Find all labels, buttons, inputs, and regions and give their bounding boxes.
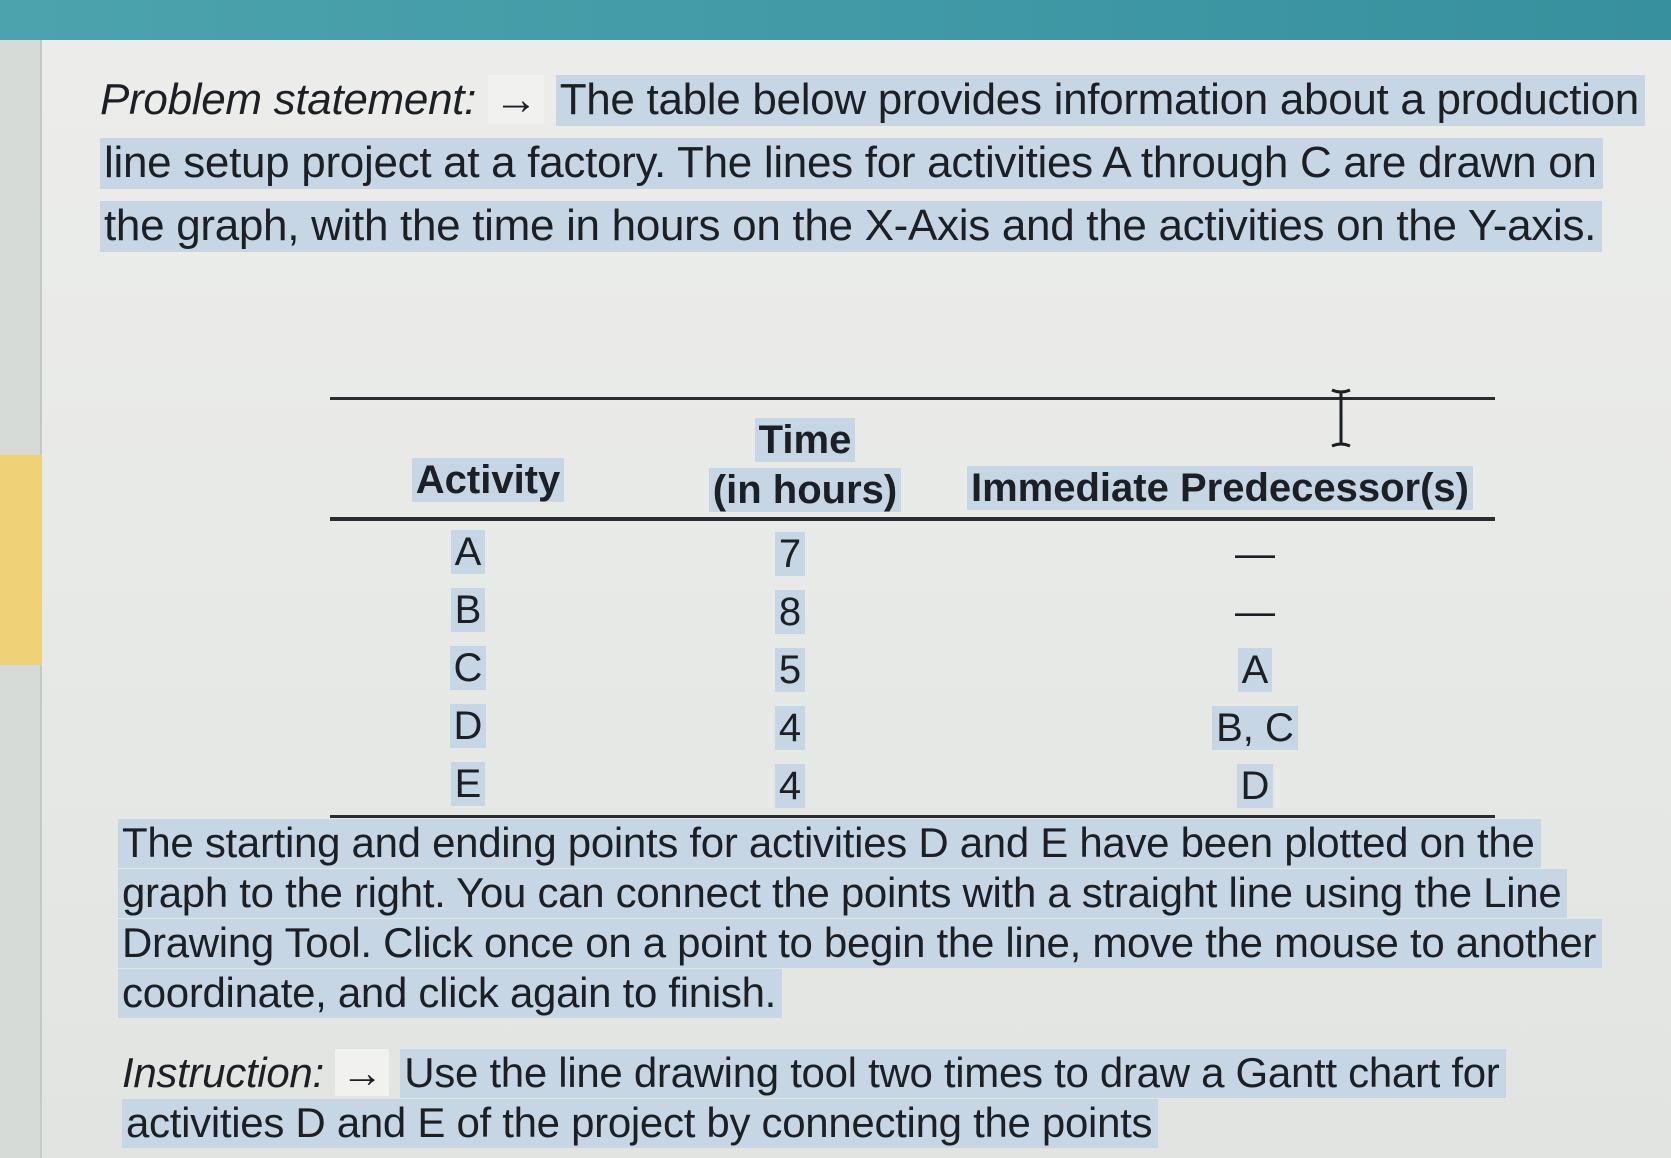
instruction-label: Instruction:	[122, 1049, 324, 1096]
table-cell-activity: C	[418, 639, 518, 697]
activity-table	[290, 355, 1504, 845]
table-cell-predecessor: —	[1235, 532, 1275, 576]
header-activity: Activity	[388, 455, 588, 505]
explanation-text: The starting and ending points for activities D and E have been plotted on the graph to the right. You can connect the points with a straight line using the Line Drawing Tool. Click once on a point to begin the line, move the mouse to another coordinate, and click again to finish.	[118, 818, 1638, 1018]
table-cell-time: 8	[740, 583, 840, 641]
problem-page	[42, 40, 1671, 1158]
table-cell-activity: E	[418, 755, 518, 813]
table-header-rule	[330, 517, 1495, 521]
header-time: Time (in hours)	[670, 415, 940, 515]
table-cell-predecessor: A	[1145, 641, 1365, 699]
browser-top-bar	[0, 0, 1671, 40]
table-cell-predecessor: D	[1145, 757, 1365, 815]
table-cell-time: 7	[740, 525, 840, 583]
arrow-icon: →	[488, 75, 544, 124]
time-column	[740, 525, 840, 815]
table-top-rule	[330, 397, 1495, 400]
table-cell-time: 4	[740, 757, 840, 815]
text-cursor-icon	[1328, 388, 1354, 448]
table-cell-time: 4	[740, 699, 840, 757]
activity-column	[418, 523, 518, 813]
table-cell-activity: B	[418, 581, 518, 639]
problem-statement-text: The table below provides information about a production line setup project at a factory. The lines for activities A through C are drawn on the graph, with the time in hours on the X-Axis and the activities on the Y-axis.	[100, 75, 1645, 252]
instruction-text: Use the line drawing tool two times to draw a Gantt chart for activities D and E of the project by connecting the points	[122, 1049, 1506, 1148]
header-predecessor: Immediate Predecessor(s)	[940, 463, 1500, 513]
table-cell-activity: A	[418, 523, 518, 581]
instruction	[122, 1048, 1642, 1148]
predecessor-column	[1145, 525, 1365, 815]
arrow-icon: →	[335, 1049, 389, 1096]
problem-statement	[100, 68, 1660, 257]
table-cell-time: 5	[740, 641, 840, 699]
table-cell-activity: D	[418, 697, 518, 755]
table-cell-predecessor: B, C	[1145, 699, 1365, 757]
problem-statement-label: Problem statement:	[100, 75, 477, 124]
table-cell-predecessor: —	[1235, 590, 1275, 634]
